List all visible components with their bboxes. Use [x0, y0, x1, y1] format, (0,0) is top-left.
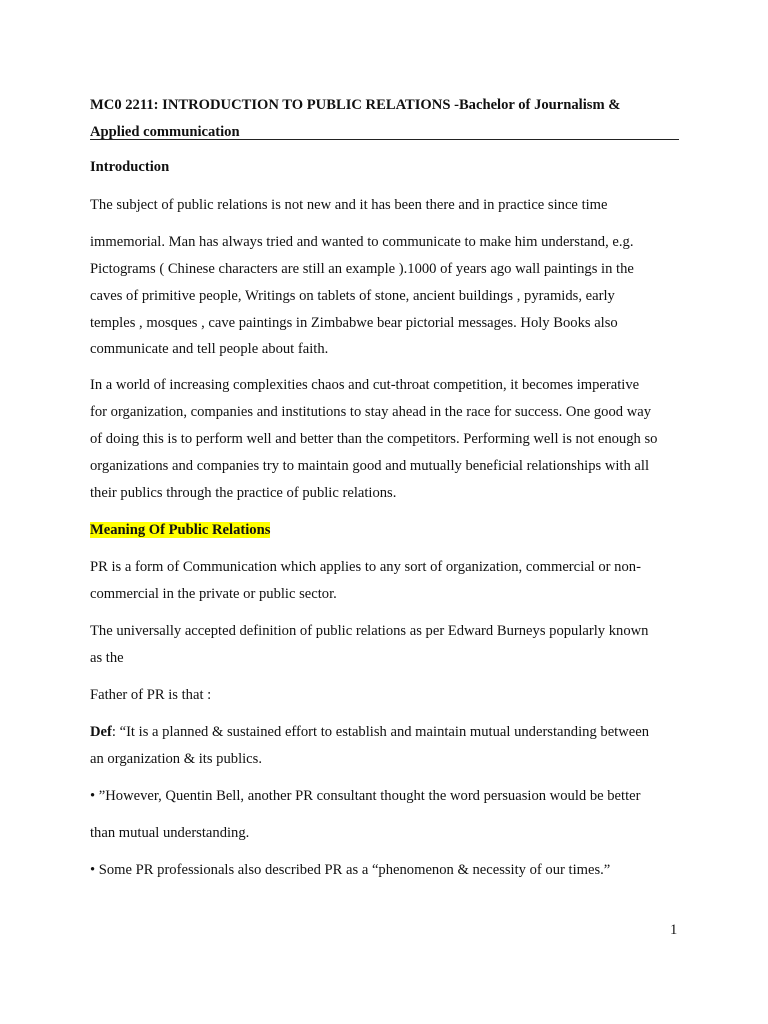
document-title	[90, 92, 680, 146]
page-number: 1	[670, 922, 678, 938]
intro-para1-line: temples , mosques , cave paintings in Zimbabwe bear pictorial messages. Holy Books also	[90, 315, 618, 331]
meaning-para1-line: commercial in the private or public sector.	[90, 586, 337, 602]
intro-para1-line: caves of primitive people, Writings on tablets of stone, ancient buildings , pyramids, early	[90, 288, 615, 304]
bullet-phenomenon: • Some PR professionals also described PR as a “phenomenon & necessity of our times.”	[90, 862, 611, 878]
definition-text: : “It is a planned & sustained effort to establish and maintain mutual understanding between	[111, 724, 650, 740]
definition-line-2: an organization & its publics.	[90, 751, 262, 767]
definition-label: Def	[90, 724, 112, 740]
intro-heading: Introduction	[90, 159, 170, 175]
intro-para1-line: Pictograms ( Chinese characters are still an example ).1000 of years ago wall paintings in the	[90, 261, 634, 277]
bullet-quentin-bell-cont: than mutual understanding.	[90, 825, 250, 841]
definition-line	[90, 723, 649, 741]
intro-para1-line: The subject of public relations is not new and it has been there and in practice since time	[90, 197, 608, 213]
meaning-para1-line: PR is a form of Communication which applies to any sort of organization, commercial or non-	[90, 559, 641, 575]
title-line-1: MC0 2211: INTRODUCTION TO PUBLIC RELATIONS -Bachelor of Journalism &	[90, 97, 621, 113]
intro-para2-line: their publics through the practice of public relations.	[90, 485, 397, 501]
father-line: Father of PR is that :	[90, 687, 212, 703]
meaning-heading	[90, 521, 270, 539]
title-line-2: Applied communication	[90, 124, 240, 140]
meaning-para2-line: The universally accepted definition of public relations as per Edward Burneys popularly known	[90, 623, 649, 639]
meaning-heading-highlight: Meaning Of Public Relations	[90, 522, 271, 538]
title-underline	[90, 139, 679, 140]
meaning-para2-line: as the	[90, 650, 124, 666]
intro-para2-line: In a world of increasing complexities chaos and cut-throat competition, it becomes imperative	[90, 377, 640, 393]
intro-para1-line: immemorial. Man has always tried and wanted to communicate to make him understand, e.g.	[90, 234, 634, 250]
intro-para2-line: of doing this is to perform well and better than the competitors. Performing well is not enough so	[90, 431, 658, 447]
intro-para1-line: communicate and tell people about faith.	[90, 341, 329, 357]
intro-para2-line: organizations and companies try to maintain good and mutually beneficial relationships with all	[90, 458, 650, 474]
bullet-quentin-bell: • ”However, Quentin Bell, another PR consultant thought the word persuasion would be better	[90, 788, 641, 804]
intro-para2-line: for organization, companies and institutions to stay ahead in the race for success. One good way	[90, 404, 652, 420]
